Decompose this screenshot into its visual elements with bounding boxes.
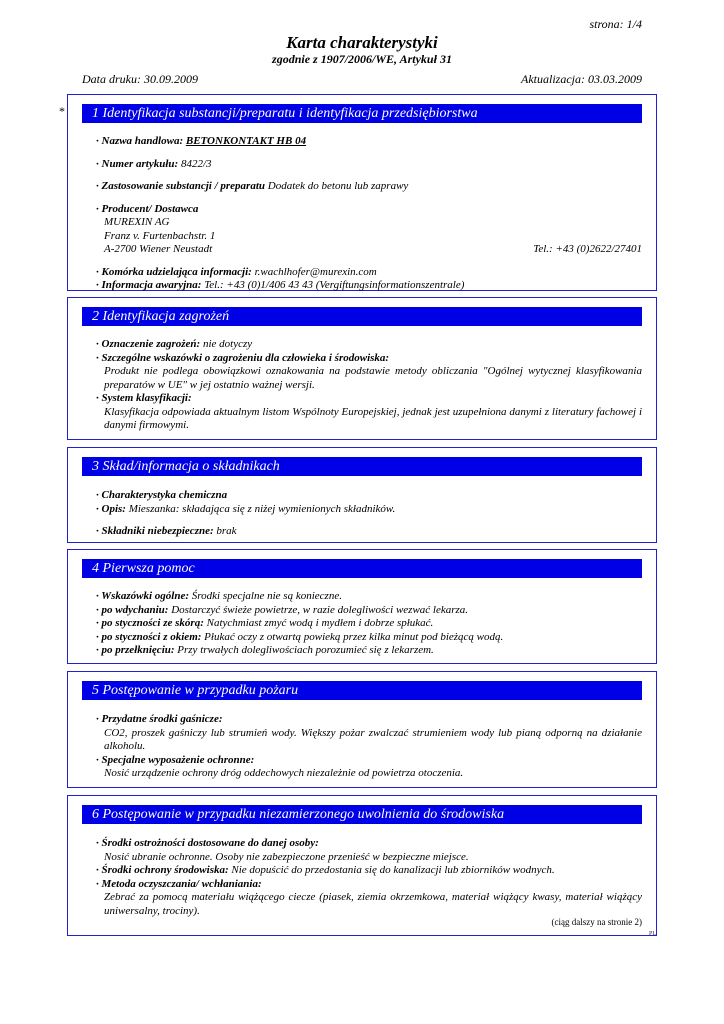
environmental-precautions-label: · Środki ochrony środowiska: [96,864,229,876]
special-hazard-label: · Szczególne wskazówki o zagrożeniu dla człowieka i środowiska: [96,351,390,364]
info-contact-label: · Komórka udzielająca informacji: [96,265,252,278]
update-date: Aktualizacja: 03.03.2009 [521,72,642,86]
cleanup-method-label: · Metoda oczyszczania/ wchłaniania: [96,877,262,890]
section-4-heading: 4 Pierwsza pomoc [82,559,642,578]
continued-note: (ciąg dalszy na stronie 2) [551,917,642,927]
eye-contact-value: Płukać oczy z otwartą powieką przez kilka minut pod bieżącą wodą. [204,630,504,643]
hazard-label: · Oznaczenie zagrożeń: [96,338,201,350]
section-1 [67,94,657,291]
protective-equipment-label: · Specjalne wyposażenie ochronne: [96,753,255,766]
dangerous-components-value: brak [216,525,237,537]
print-date: Data druku: 30.09.2009 [82,72,198,86]
classification-text: Klasyfikacja odpowiada aktualnym listom Wspólnoty Europejskiej, jednak jest uzupełniona danymi z literatury fachowej i danymi firmowymi. [104,405,642,431]
cleanup-method-text: Zebrać za pomocą materiału wiążącego ciecze (piasek, ziemia okrzemkowa, materiał wiążący kwasy, materiał wiążący uniwersalny, trociny). [104,891,642,917]
use-label: · Zastosowanie substancji / preparatu [96,180,266,192]
description-value: Mieszanka: składająca się z niżej wymienionych składników. [128,502,396,515]
section-4 [67,549,657,664]
skin-contact-value: Natychmiast zmyć wodą i mydłem i dobrze spłukać. [206,617,434,629]
classification-label: · System klasyfikacji: [96,392,192,404]
document-title: Karta charakterystyki [286,33,438,52]
document-subtitle: zgodnie z 1907/2006/WE, Artykuł 31 [272,52,452,66]
personal-precautions-label: · Środki ostrożności dostosowane do danej osoby: [96,837,319,849]
inhalation-label: · po wdychaniu: [96,603,169,616]
page-number: strona: 1/4 [589,17,642,31]
section-5-heading: 5 Postępowanie w przypadku pożaru [82,681,642,700]
eye-contact-label: · po styczności z okiem: [96,630,202,643]
special-hazard-text: Produkt nie podlega obowiązkowi oznakowania na podstawie metody obliczania "Ogólnej wytycznej klasyfikowania preparatów w UE" w jej ostatnio ważnej wersji. [104,365,642,391]
section-2 [67,297,657,440]
trade-name-value: BETONKONTAKT HB 04 [185,135,307,147]
extinguishing-media-text: CO2, proszek gaśniczy lub strumień wody. Większy pożar zwalczać strumieniem wody lub pianą odporną na działanie alkoholu. [104,726,642,752]
protective-equipment-text: Nosić urządzenie ochrony dróg oddechowych niezależnie od powietrza otoczenia. [104,767,464,779]
change-marker: * [59,104,65,118]
producer-city: A-2700 Wiener Neustadt [104,243,213,255]
section-6 [67,795,657,936]
emergency-label: · Informacja awaryjna: [96,279,202,291]
info-contact-email[interactable]: r.wachlhofer@murexin.com [254,265,377,278]
skin-contact-label: · po styczności ze skórą: [96,617,204,629]
section-2-heading: 2 Identyfikacja zagrożeń [82,307,642,326]
description-label: · Opis: [96,502,126,515]
hazard-value: nie dotyczy [202,338,253,350]
producer-name: MUREXIN AG [104,216,170,228]
section-3 [67,447,657,543]
general-advice-value: Środki specjalne nie są konieczne. [191,590,342,602]
article-number-value: 8422/3 [180,157,212,170]
section-1-heading: 1 Identyfikacja substancji/preparatu i identyfikacja przedsiębiorstwa [82,104,642,123]
language-code: PL [648,931,656,937]
article-number-label: · Numer artykułu: [96,157,179,170]
general-advice-label: · Wskazówki ogólne: [96,590,190,602]
environmental-precautions-value: Nie dopuścić do przedostania się do kanalizacji lub zbiorników wodnych. [231,864,555,876]
personal-precautions-text: Nosić ubranie ochronne. Osoby nie zabezpieczone przenieść w bezpieczne miejsce. [104,850,469,863]
producer-phone: Tel.: +43 (0)2622/27401 [533,243,642,255]
section-3-heading: 3 Skład/informacja o składnikach [82,457,642,476]
chemical-characteristics-label: · Charakterystyka chemiczna [96,489,228,501]
use-value: Dodatek do betonu lub zaprawy [267,180,409,192]
dangerous-components-label: · Składniki niebezpieczne: [96,525,214,537]
emergency-value: Tel.: +43 (0)1/406 43 43 (Vergiftungsinformationszentrale) [204,279,465,291]
ingestion-label: · po przełknięciu: [96,644,175,656]
ingestion-value: Przy trwałych dolegliwościach porozumieć się z lekarzem. [177,644,434,656]
inhalation-value: Dostarczyć świeże powietrze, w razie dolegliwości wezwać lekarza. [171,603,469,616]
trade-name-label: · Nazwa handlowa: [96,135,184,147]
section-5 [67,671,657,788]
producer-label: · Producent/ Dostawca [96,202,199,215]
section-6-heading: 6 Postępowanie w przypadku niezamierzonego uwolnienia do środowiska [82,805,642,824]
producer-street: Franz v. Furtenbachstr. 1 [104,229,216,242]
extinguishing-media-label: · Przydatne środki gaśnicze: [96,713,223,725]
